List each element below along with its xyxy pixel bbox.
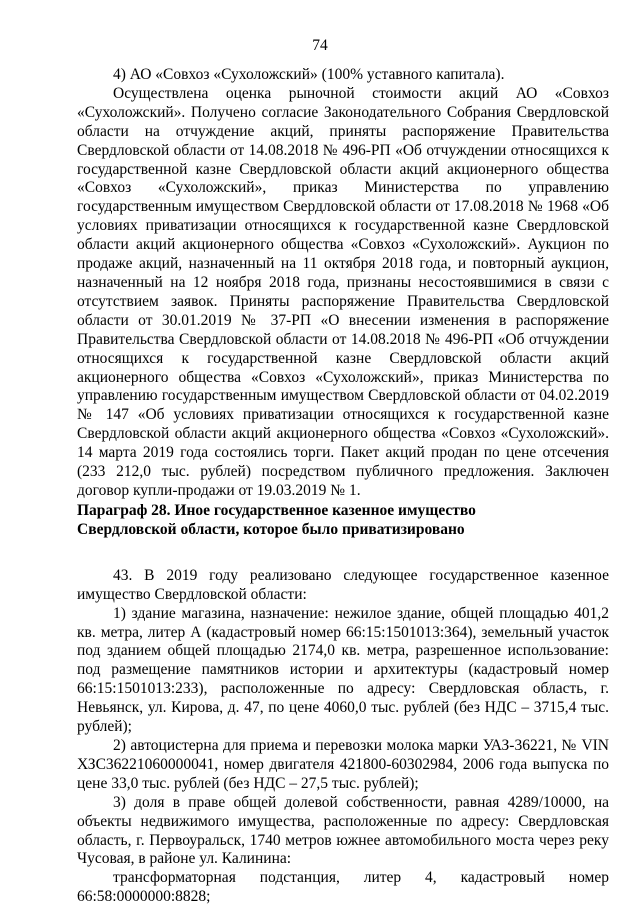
list-item-milk-tanker: 2) автоцистерна для приема и перевозки молока марки УАЗ-36221, № VIN ХЗС36221060000041, номер двигателя 421800-60302984, 2006 года выпуска по цене 33,0 тыс. рублей (без НДС – 27,5 тыс. рублей);: [77, 737, 609, 792]
section-heading-line-1: Параграф 28. Иное государственное казенное имущество: [77, 501, 476, 519]
section-heading-line-2: Свердловской области, которое было приватизировано: [77, 520, 465, 538]
list-item-transformer-substation: трансформаторная подстанция, литер 4, кадастровый номер 66:58:0000000:8828;: [77, 869, 609, 906]
list-item-store-building: 1) здание магазина, назначение: нежилое здание, общей площадью 401,2 кв. метра, литер А (кадастровый номер 66:15:1501013:364), земельный участок под зданием общей площадью 2174,0 кв. метра, разрешенное использование: под размещение памятников истории и архитектуры (кадастровый номер 66:15:1501013:233), расположенные по адресу: Свердловская область, г. Невьянск, ул. Кирова, д. 47, по цене 4060,0 тыс. рублей (без НДС – 3715,4 тыс. рублей);: [77, 604, 609, 736]
document-body: [77, 66, 609, 907]
paragraph-item-43: 43. В 2019 году реализовано следующее государственное казенное имущество Свердловской области:: [77, 566, 609, 603]
section-heading: [77, 501, 609, 539]
list-item-jsc-sukholozhsky: 4) АО «Совхоз «Сухоложский» (100% уставного капитала).: [113, 66, 505, 83]
page-number: 74: [312, 37, 328, 54]
spacer: [77, 539, 609, 567]
list-item-property-share: 3) доля в праве общей долевой собственности, равная 4289/10000, на объекты недвижимого имущества, расположенные по адресу: Свердловская область, г. Первоуральск, 1740 метров южнее автомобильного моста через реку Чусовая, в районе ул. Калинина:: [77, 793, 609, 868]
paragraph-sale-details: Осуществлена оценка рыночной стоимости акций АО «Совхоз «Сухоложский». Получено согласие Законодательного Собрания Свердловской области на отчуждение акций, приняты распоряжение Правительства Свердловской области от 14.08.2018 № 496-РП «Об отчуждении относящихся к государственной казне Свердловской области акций акционерного общества «Совхоз «Сухоложский», приказ Министерства по управлению государственным имуществом Свердловской области от 17.08.2018 № 1968 «Об условиях приватизации относящихся к государственной казне Свердловской области акций акционерного общества «Совхоз «Сухоложский». Аукцион по продаже акций, назначенный на 11 октября 2018 года, и повторный аукцион, назначенный на 12 ноября 2018 года, признаны несостоявшимися в связи с отсутствием заявок. Приняты распоряжение Правительства Свердловской области от 30.01.2019 № 37-РП «О внесении изменения в распоряжение Правительства Свердловской области от 14.08.2018 № 496-РП «Об отчуждении относящихся к государственной казне Свердловской области акций акционерного общества «Совхоз «Сухоложский», приказ Министерства по управлению государственным имуществом Свердловской области от 04.02.2019 № 147 «Об условиях приватизации относящихся к государственной казне Свердловской области акций акционерного общества «Совхоз «Сухоложский». 14 марта 2019 года состоялись торги. Пакет акций продан по цене отсечения (233 212,0 тыс. рублей) посредством публичного предложения. Заключен договор купли-продажи от 19.03.2019 № 1.: [77, 84, 609, 499]
